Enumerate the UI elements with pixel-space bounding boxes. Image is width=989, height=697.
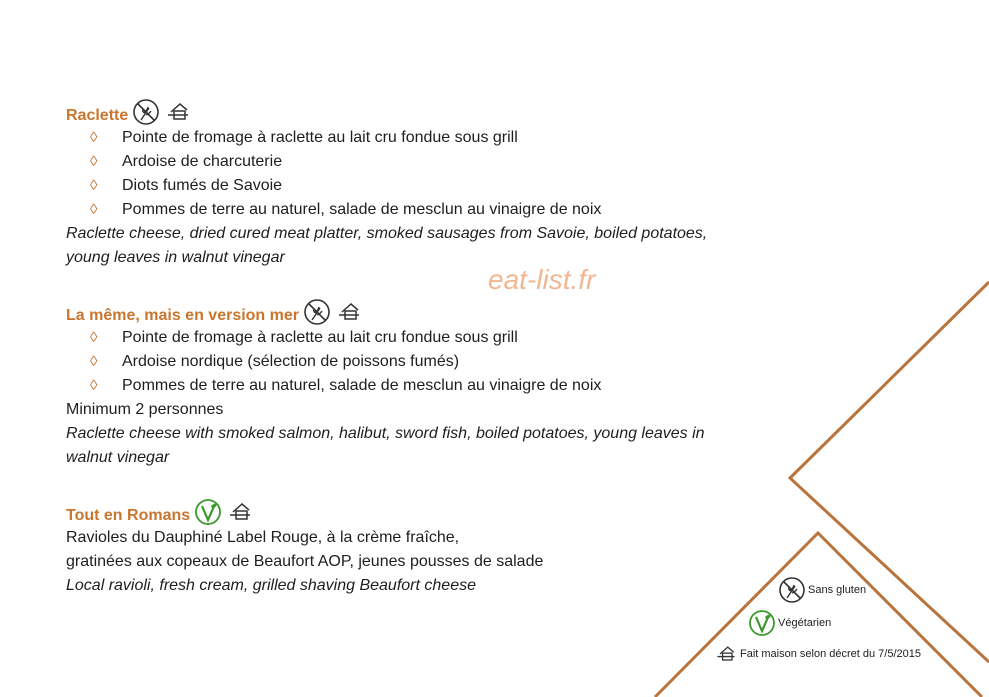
description: Ravioles du Dauphiné Label Rouge, à la crème fraîche, <box>66 529 460 546</box>
watermark: eat-list.fr <box>488 264 596 295</box>
diamond-bullet-icon: ◊ <box>90 177 98 194</box>
list-item <box>66 350 766 374</box>
gluten-free-icon <box>778 576 806 604</box>
english-description: Local ravioli, fresh cream, grilled shaving Beaufort cheese <box>66 577 476 594</box>
item-text: Pointe de fromage à raclette au lait cru fondue sous grill <box>122 329 518 346</box>
list-item <box>66 374 766 398</box>
section-title: Tout en Romans <box>66 507 191 524</box>
item-text: Pointe de fromage à raclette au lait cru fondue sous grill <box>122 129 518 146</box>
legend-label: Sans gluten <box>808 584 867 596</box>
diamond-bullet-icon: ◊ <box>90 329 98 346</box>
list-item <box>66 174 766 198</box>
legend-label: Fait maison selon décret du 7/5/2015 <box>740 648 922 660</box>
list-item <box>66 150 766 174</box>
section-title-row <box>66 292 766 326</box>
gluten-free-icon <box>303 298 331 326</box>
diamond-bullet-icon: ◊ <box>90 201 98 218</box>
english-description: walnut vinegar <box>66 449 170 466</box>
item-text: Pommes de terre au naturel, salade de mesclun au vinaigre de noix <box>122 377 602 394</box>
item-text: Diots fumés de Savoie <box>122 177 283 194</box>
note: Minimum 2 personnes <box>66 401 224 418</box>
item-text: Pommes de terre au naturel, salade de mesclun au vinaigre de noix <box>122 201 602 218</box>
description: gratinées aux copeaux de Beaufort AOP, jeunes pousses de salade <box>66 553 544 570</box>
legend-homemade <box>714 642 921 666</box>
english-description: Raclette cheese with smoked salmon, halibut, sword fish, boiled potatoes, young leaves in <box>66 425 705 442</box>
section-title-row <box>66 92 766 126</box>
homemade-icon <box>226 498 254 526</box>
section-version-mer <box>66 292 766 470</box>
gluten-free-icon <box>132 98 160 126</box>
section-raclette <box>66 92 766 270</box>
section-title: Raclette <box>66 107 129 124</box>
list-item <box>66 198 766 222</box>
homemade-icon <box>714 642 738 666</box>
diamond-bullet-icon: ◊ <box>90 129 98 146</box>
english-description: young leaves in walnut vinegar <box>66 249 285 266</box>
vegetarian-icon <box>194 498 222 526</box>
diamond-bullet-icon: ◊ <box>90 353 98 370</box>
diamond-bullet-icon: ◊ <box>90 377 98 394</box>
homemade-icon <box>335 298 363 326</box>
list-item <box>66 126 766 150</box>
vegetarian-icon <box>748 609 776 637</box>
legend-vegetarian <box>748 609 831 637</box>
item-text: Ardoise nordique (sélection de poissons fumés) <box>122 353 460 370</box>
section-tout-en-romans <box>66 492 766 598</box>
section-title: La même, mais en version mer <box>66 307 299 324</box>
diamond-bullet-icon: ◊ <box>90 153 98 170</box>
item-text: Ardoise de charcuterie <box>122 153 283 170</box>
homemade-icon <box>164 98 192 126</box>
list-item <box>66 326 766 350</box>
legend-gluten-free <box>778 576 866 604</box>
section-title-row <box>66 492 766 526</box>
legend-label: Végétarien <box>778 617 832 629</box>
english-description: Raclette cheese, dried cured meat platter, smoked sausages from Savoie, boiled potatoes, <box>66 225 708 242</box>
